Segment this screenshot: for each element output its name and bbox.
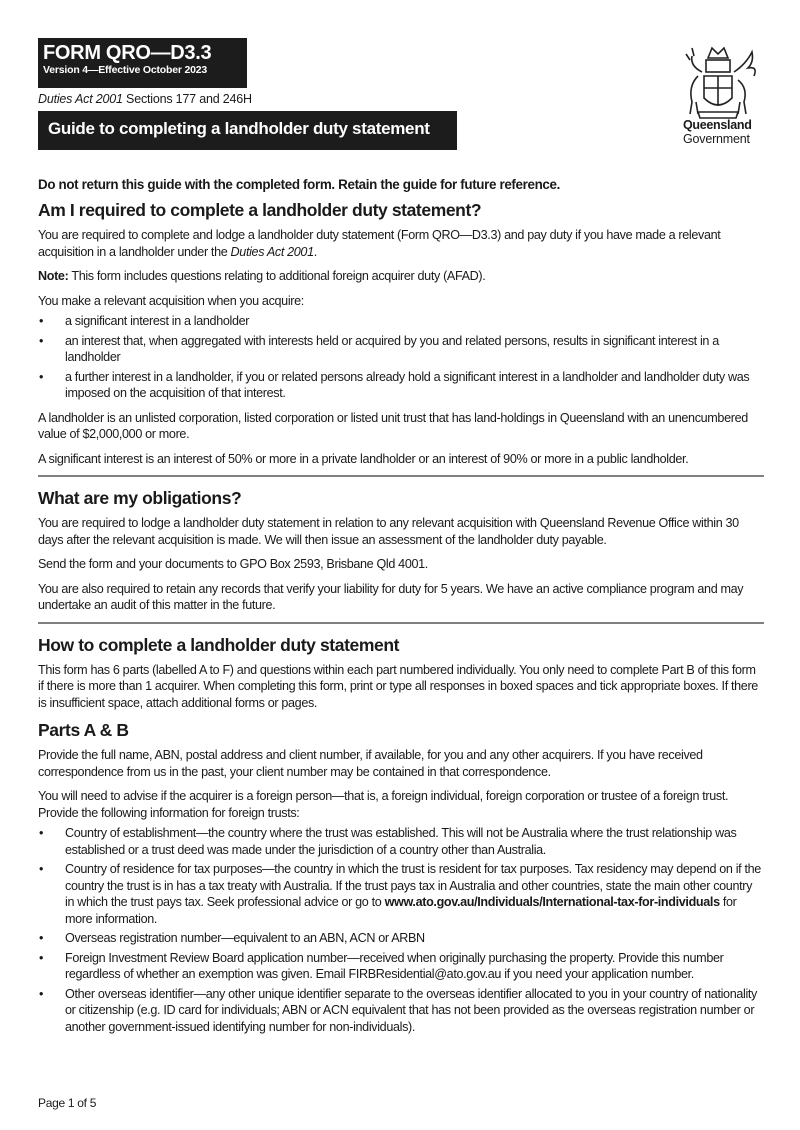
- act-reference: [38, 92, 252, 106]
- list-item: [38, 313, 764, 330]
- list-item-text: Overseas registration number—equivalent to an ABN, ACN or ARBN: [65, 931, 425, 945]
- list-item-text: Country of residence for tax purposes—the country in which the trust is resident for tax purposes. Tax residency may depend on if the country the trust is in has a tax treaty with Australia. If the trust pays tax in Australia and other countries, state the main other country in which the trust pays tax. Seek professional advice or go to: [65, 862, 761, 909]
- text: You are required to complete and lodge a landholder duty statement (Form QRO—D3.3) and pay duty if you have made a relevant acquisition in a landholder under the: [38, 228, 721, 259]
- act-name: Duties Act 2001: [38, 92, 123, 106]
- foreign-trust-list: [38, 825, 764, 1035]
- list-item-text: an interest that, when aggregated with interests held or acquired by you and related persons, results in significant interest in a landholder: [65, 333, 719, 364]
- guide-content: [38, 176, 764, 1043]
- list-item: [38, 861, 764, 927]
- significant-interest-definition: A significant interest is an interest of 50% or more in a private landholder or an interest of 90% or more in a public landholder.: [38, 451, 689, 466]
- acquisition-list: [38, 313, 764, 402]
- logo-queensland: Queensland: [683, 118, 752, 132]
- obligations-paragraph-1: You are required to lodge a landholder duty statement in relation to any relevant acquisition with Queensland Revenue Office within 30 days after the relevant acquisition is made. We will then issue an assessment of the landholder duty payable.: [38, 516, 739, 547]
- list-item: [38, 930, 764, 947]
- section-heading-parts-a-b: Parts A & B: [38, 720, 129, 740]
- ato-link[interactable]: www.ato.gov.au/Individuals/International-tax-for-individuals: [384, 895, 720, 909]
- bullet-icon: •: [39, 369, 44, 384]
- bullet-icon: •: [39, 931, 44, 945]
- bullet-icon: •: [39, 862, 44, 876]
- records-paragraph: You are also required to retain any records that verify your liability for duty for 5 years. We have an active compliance program and may undertake an audit of this matter in the future.: [38, 581, 744, 612]
- note-paragraph: [38, 268, 764, 285]
- parts-ab-paragraph-1: Provide the full name, ABN, postal address and client number, if available, for you and any other acquirers. If you have received correspondence from us in the past, your client number may be contained in that correspondence.: [38, 748, 703, 779]
- section-heading-obligations: What are my obligations?: [38, 488, 242, 508]
- bullet-icon: •: [39, 826, 44, 840]
- act-sections: Sections 177 and 246H: [122, 92, 252, 106]
- section-heading-required: Am I required to complete a landholder duty statement?: [38, 200, 482, 220]
- list-item-text: a further interest in a landholder, if you or related persons already hold a significant interest in a landholder and landholder duty was imposed on the acquisition of that interest.: [65, 369, 750, 400]
- guide-title-box: [38, 111, 457, 150]
- list-item-text: Foreign Investment Review Board application number—received when originally purchasing the property. Provide this number regardless of whether an exemption was given. Email FIRBResidential@ato.gov.au if you need your application number.: [65, 950, 724, 981]
- list-item: [38, 369, 764, 402]
- section1-paragraph-3: You make a relevant acquisition when you acquire:: [38, 293, 304, 308]
- retain-guide-warning: Do not return this guide with the completed form. Retain the guide for future reference.: [38, 177, 560, 192]
- page-number: Page 1 of 5: [38, 1096, 97, 1110]
- guide-title: Guide to completing a landholder duty statement: [48, 119, 430, 138]
- section1-paragraph-1: [38, 227, 764, 260]
- parts-ab-paragraph-2: You will need to advise if the acquirer is a foreign person—that is, a foreign individual, foreign corporation or trustee of a foreign trust. Provide the following information for foreign trusts:: [38, 789, 729, 820]
- act-name: Duties Act 2001: [230, 244, 314, 259]
- list-item: [38, 333, 764, 366]
- section-heading-how-to-complete: How to complete a landholder duty statement: [38, 634, 400, 655]
- how-to-paragraph: This form has 6 parts (labelled A to F) and questions within each part numbered individually. You only need to complete Part B of this form if there is more than 1 acquirer. When completing this form, print or type all responses in boxed spaces and tick appropriate boxes. If there is insufficient space, attach additional forms or pages.: [38, 662, 758, 710]
- bullet-icon: •: [39, 314, 44, 328]
- form-title: FORM QRO—D3.3: [43, 42, 212, 64]
- bullet-icon: •: [39, 950, 44, 965]
- note-label: Note:: [38, 269, 69, 283]
- landholder-definition: A landholder is an unlisted corporation, listed corporation or listed unit trust that has land-holdings in Queensland with an unencumbered value of $2,000,000 or more.: [38, 410, 748, 441]
- form-version: Version 4—Effective October 2023: [43, 64, 208, 76]
- text: .: [313, 244, 317, 259]
- form-id-box: [38, 38, 247, 88]
- list-item-text: Other overseas identifier—any other unique identifier separate to the overseas identifier allocated to you in your country of nationality or citizenship (e.g. ID card for individuals; ABN or ACN equivalent that has not been provided as the overseas registration number or another government-issued identifying number for non-individuals).: [65, 986, 758, 1034]
- section-divider: [38, 475, 764, 477]
- bullet-icon: •: [39, 986, 44, 1001]
- mailing-address: Send the form and your documents to GPO Box 2593, Brisbane Qld 4001.: [38, 557, 428, 571]
- list-item: [38, 986, 764, 1036]
- logo-government: Government: [683, 132, 750, 146]
- list-item: [38, 825, 764, 858]
- bullet-icon: •: [39, 333, 44, 348]
- list-item-text: for more information.: [65, 895, 737, 926]
- list-item-text: a significant interest in a landholder: [65, 314, 250, 328]
- list-item-text: Country of establishment—the country where the trust was established. This will not be Australia where the trust relationship was established or a trust deed was made under the jurisdiction of a country other than Australia.: [65, 826, 737, 857]
- list-item: [38, 950, 764, 983]
- note-text: This form includes questions relating to additional foreign acquirer duty (AFAD).: [68, 269, 486, 283]
- section-divider: [38, 622, 764, 624]
